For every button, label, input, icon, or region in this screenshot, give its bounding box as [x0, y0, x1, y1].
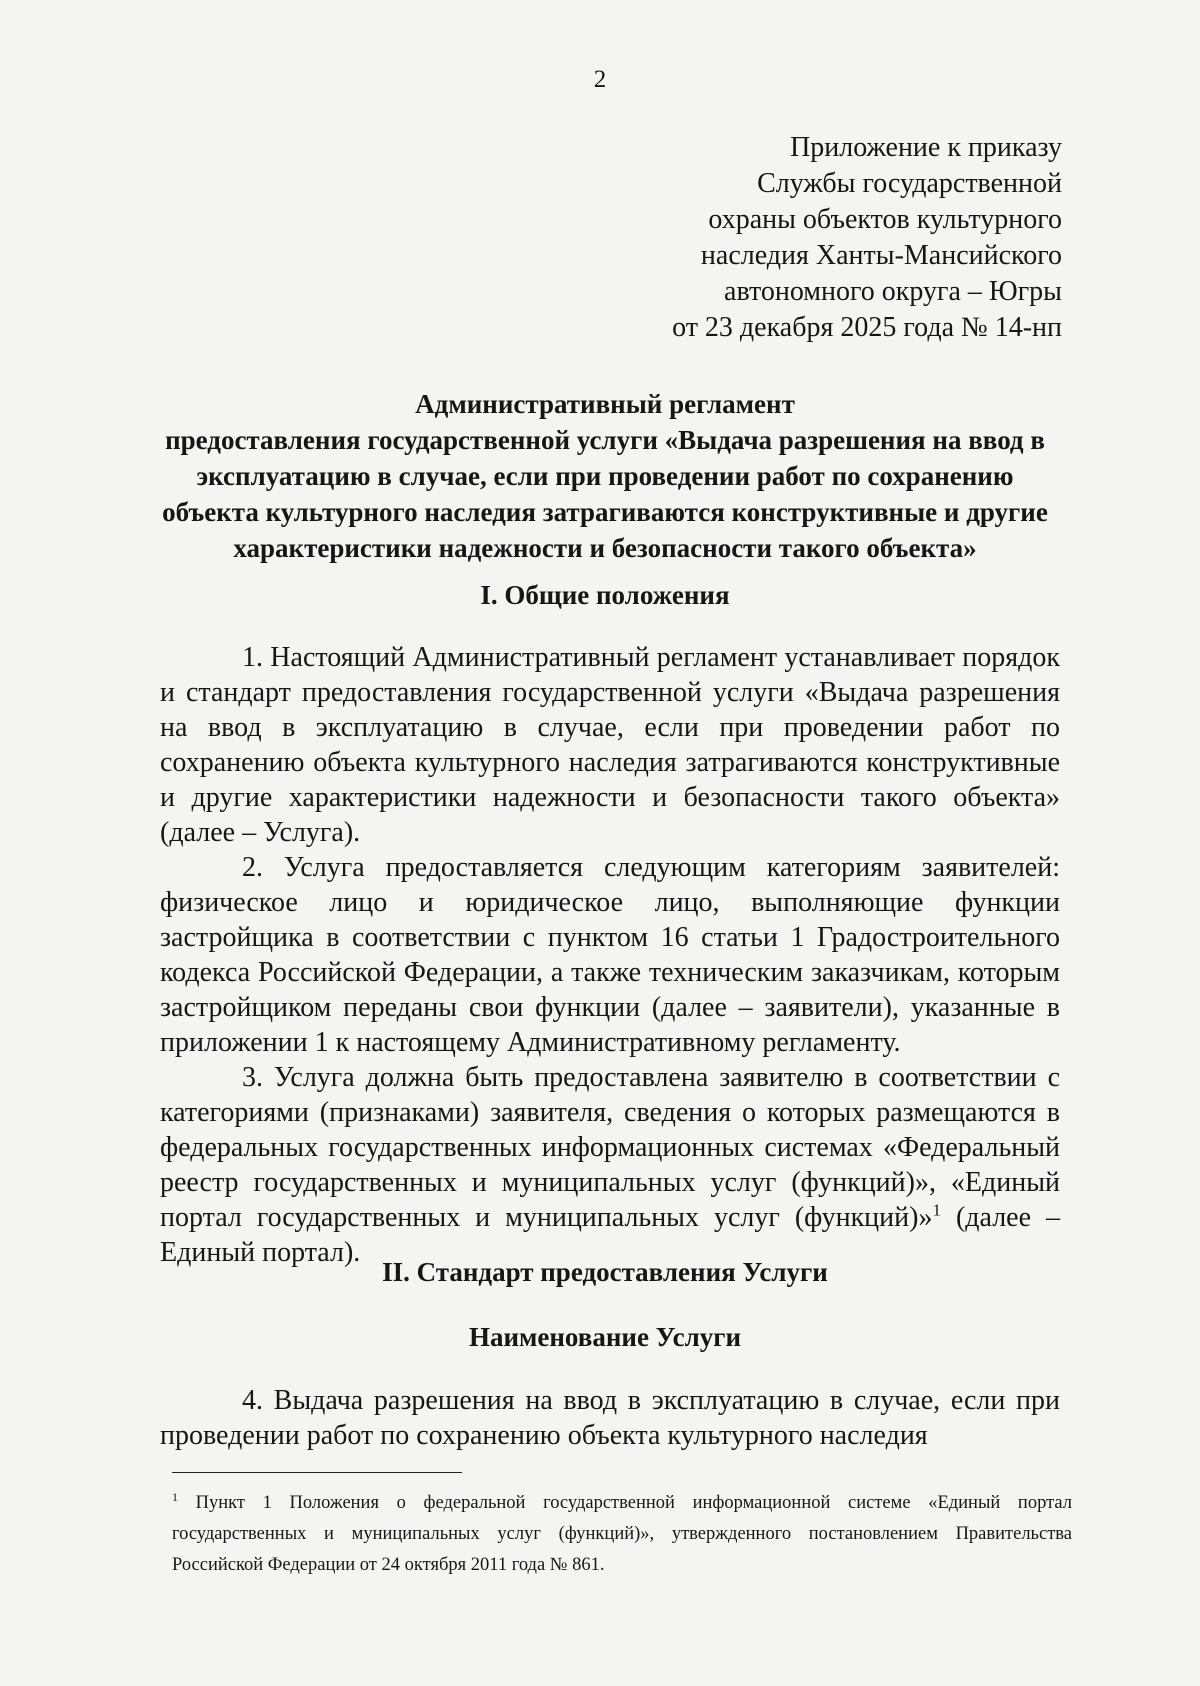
footnote-marker: 1	[172, 1489, 178, 1504]
paragraph-3	[160, 1060, 1060, 1270]
appendix-line: наследия Ханты-Мансийского	[700, 240, 1062, 271]
general-provisions-body	[160, 640, 1060, 1270]
title-heading: Административный регламент	[415, 389, 795, 419]
appendix-line: охраны объектов культурного	[708, 204, 1062, 235]
appendix-line: Приложение к приказу	[790, 132, 1062, 163]
appendix-line: автономного округа – Югры	[724, 276, 1062, 307]
section-heading-standard: II. Стандарт предоставления Услуги	[382, 1257, 828, 1287]
page-number: 2	[593, 66, 607, 93]
paragraph-3-tail: (далее – Единый портал).	[160, 1202, 1060, 1268]
paragraph-1: 1. Настоящий Административный регламент устанавливает порядок и стандарт предоставления государственной услуги «Выдача разрешения на ввод в эксплуатацию в случае, если при проведении работ по сохранению объекта культурного наследия затрагиваются конструктивные и другие характеристики надежности и безопасности такого объекта» (далее – Услуга).	[160, 642, 1060, 848]
document-title	[150, 386, 1060, 566]
subsection-heading: Наименование Услуги	[468, 1322, 742, 1352]
appendix-line: от 23 декабря 2025 года № 14-нп	[672, 312, 1062, 343]
paragraph-2: 2. Услуга предоставляется следующим категориям заявителей: физическое лицо и юридическое лицо, выполняющие функции застройщика в соответствии с пунктом 16 статьи 1 Градостроительного кодекса Российской Федерации, а также техническим заказчикам, которым застройщиком переданы свои функции (далее – заявители), указанные в приложении 1 к настоящему Административному регламенту.	[160, 852, 1060, 1058]
footnote-reference: 1	[932, 1200, 941, 1220]
paragraph-3-text: 3. Услуга должна быть предоставлена заявителю в соответствии с категориями (признаками) заявителя, сведения о которых размещаются в федеральных государственных информационных системах «Федеральный реестр государственных и муниципальных услуг (функций)», «Единый портал государственных и муниципальных услуг (функций)»	[160, 1062, 1060, 1233]
paragraph-4-block	[160, 1383, 1060, 1453]
footnote	[172, 1488, 1072, 1581]
section-heading-general: I. Общие положения	[480, 580, 730, 610]
footnote-divider	[172, 1472, 462, 1473]
appendix-line: Службы государственной	[757, 168, 1062, 199]
appendix-block	[672, 130, 1062, 346]
paragraph-4: 4. Выдача разрешения на ввод в эксплуатацию в случае, если при проведении работ по сохранению объекта культурного наследия	[160, 1385, 1060, 1451]
footnote-text: Пункт 1 Положения о федеральной государственной информационной системе «Единый портал государственных и муниципальных услуг (функций)», утвержденного постановлением Правительства Российской Федерации от 24 октября 2011 года № 861.	[172, 1493, 1072, 1575]
title-subject: предоставления государственной услуги «Выдача разрешения на ввод в эксплуатацию в случае, если при проведении работ по сохранению объекта культурного наследия затрагиваются конструктивные и другие характеристики надежности и безопасности такого объекта»	[162, 425, 1048, 563]
